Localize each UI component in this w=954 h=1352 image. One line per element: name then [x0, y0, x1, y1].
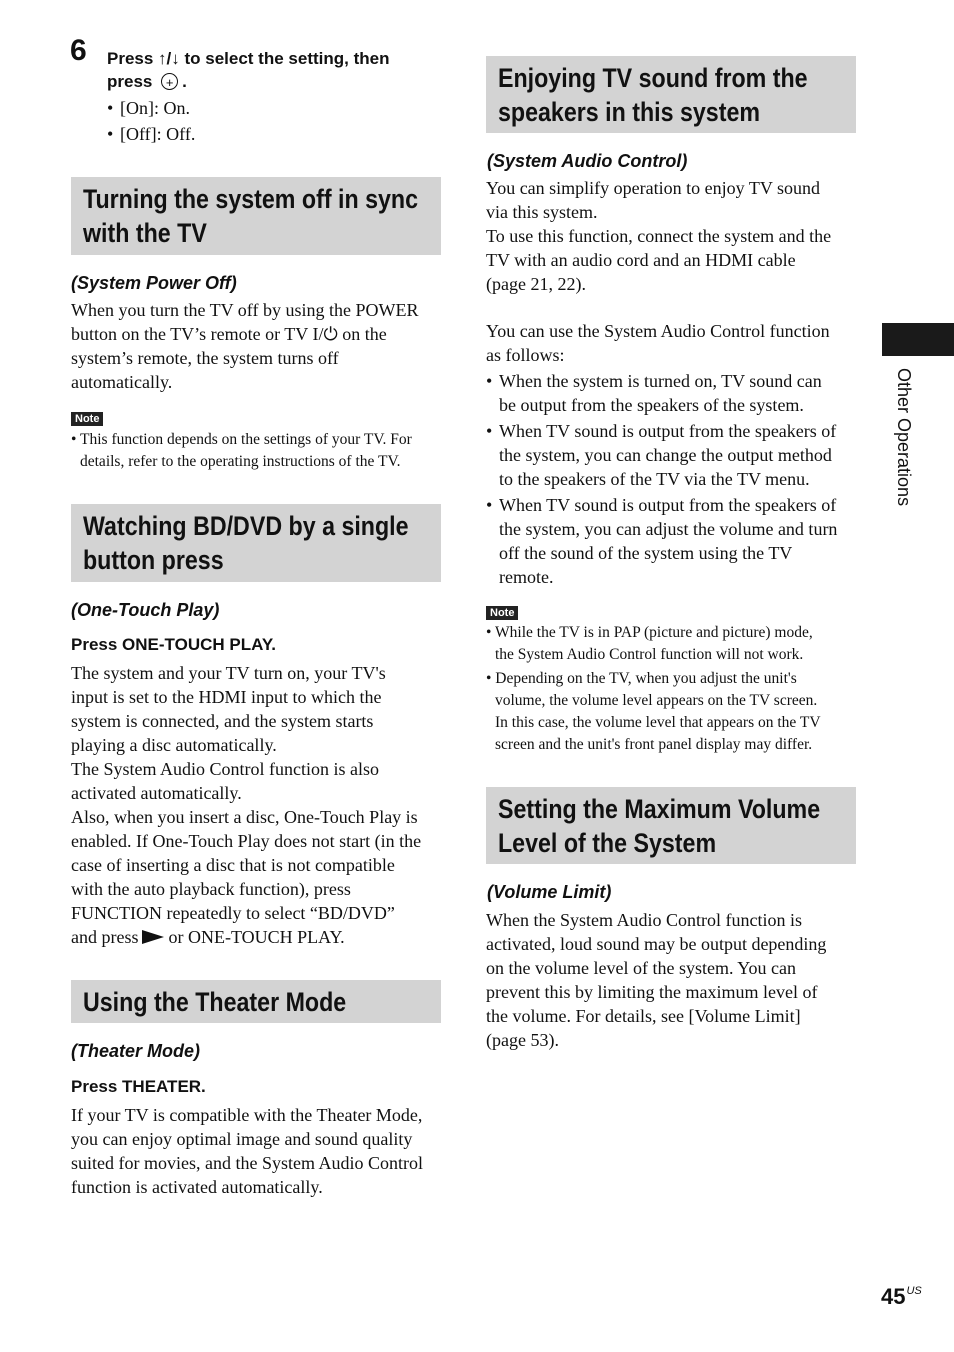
note-label: Note: [71, 412, 103, 426]
step-options-list: [107, 95, 195, 147]
section-heading-power-off: Turning the system off in sync with the TV: [71, 177, 441, 255]
section-heading-volume-limit: Setting the Maximum Volume Level of the System: [486, 787, 856, 864]
subtitle-one-touch-play: (One-Touch Play): [71, 600, 220, 620]
note-label: Note: [486, 606, 518, 620]
list-item: • When the system is turned on, TV sound can be output from the speakers of the system.: [486, 369, 858, 417]
press-one-touch-play: Press ONE-TOUCH PLAY.: [71, 635, 277, 654]
list-item: • When TV sound is output from the speakers of the system, you can change the output method to the speakers of the TV via the TV menu.: [486, 419, 858, 491]
enter-button-icon: [161, 73, 178, 90]
subtitle-system-audio-control: (System Audio Control): [487, 151, 688, 171]
body-one-touch: The system and your TV turn on, your TV's input is set to the HDMI input to which the system is connected, and the system starts playing a disc automatically. The System Audio Control function is also activated automatically. Also, when you insert a disc, One-Touch Play is enabled. If One-Touch Play does not start (in the case of inserting a disc that is not compatible with the auto playback function), press FUNCTION repeatedly to select “BD/DVD” and press or ONE-TOUCH PLAY.: [71, 663, 422, 947]
step-instruction-line1: Press ↑/↓ to select the setting, then: [107, 49, 390, 68]
chapter-side-label: Other Operations: [894, 368, 914, 507]
section-heading-tv-sound: Enjoying TV sound from the speakers in this system: [486, 56, 856, 133]
section-heading-theater: Using the Theater Mode: [71, 980, 441, 1023]
list-item: • [On]: On.: [107, 95, 195, 121]
play-icon: [142, 930, 164, 944]
chapter-tab-marker: [882, 323, 954, 356]
subtitle-theater-mode: (Theater Mode): [71, 1041, 201, 1061]
body-tv-sound-usage: You can use the System Audio Control function as follows:: [486, 321, 830, 365]
body-volume-limit: When the System Audio Control function is activated, loud sound may be output depending on the volume level of the system. You can prevent this by limiting the maximum level of the volume. For details, see [Volume Limit] (page 53).: [486, 910, 827, 1050]
list-item: • When TV sound is output from the speakers of the system, you can adjust the volume and turn off the sound of the system using the TV remote.: [486, 493, 858, 589]
subtitle-volume-limit: (Volume Limit): [487, 882, 612, 902]
step-instruction-line2: press + .: [107, 70, 389, 93]
section-heading-one-touch: Watching BD/DVD by a single button press: [71, 504, 441, 582]
press-theater: Press THEATER.: [71, 1077, 206, 1096]
note-text-tv-sound: • While the TV is in PAP (picture and picture) mode, the System Audio Control function will not work. • Depending on the TV, when you adjust the unit's volume, the volume level appears on the TV screen. In this case, the volume level that appears on the TV screen and the unit's front panel display may differ.: [486, 624, 821, 753]
page-number: $45^{US}$: [881, 1284, 922, 1309]
subtitle-system-power-off: (System Power Off): [71, 273, 237, 293]
note-text-power-off: • This function depends on the settings of your TV. For details, refer to the operating instructions of the TV.: [71, 431, 412, 470]
body-theater: If your TV is compatible with the Theater Mode, you can enjoy optimal image and sound quality suited for movies, and the System Audio Control function is activated automatically.: [71, 1105, 423, 1197]
tv-sound-bullet-list: [486, 369, 858, 589]
body-tv-sound-intro: You can simplify operation to enjoy TV sound via this system. To use this function, connect the system and the TV with an audio cord and an HDMI cable (page 21, 22).: [486, 178, 832, 294]
step-instruction: [107, 47, 389, 93]
step-number: 6: [70, 34, 87, 67]
body-power-off: When you turn the TV off by using the POWER button on the TV’s remote or TV I/⏻ on the system’s remote, the system turns off automatically.: [71, 300, 419, 392]
list-item: • [Off]: Off.: [107, 121, 195, 147]
